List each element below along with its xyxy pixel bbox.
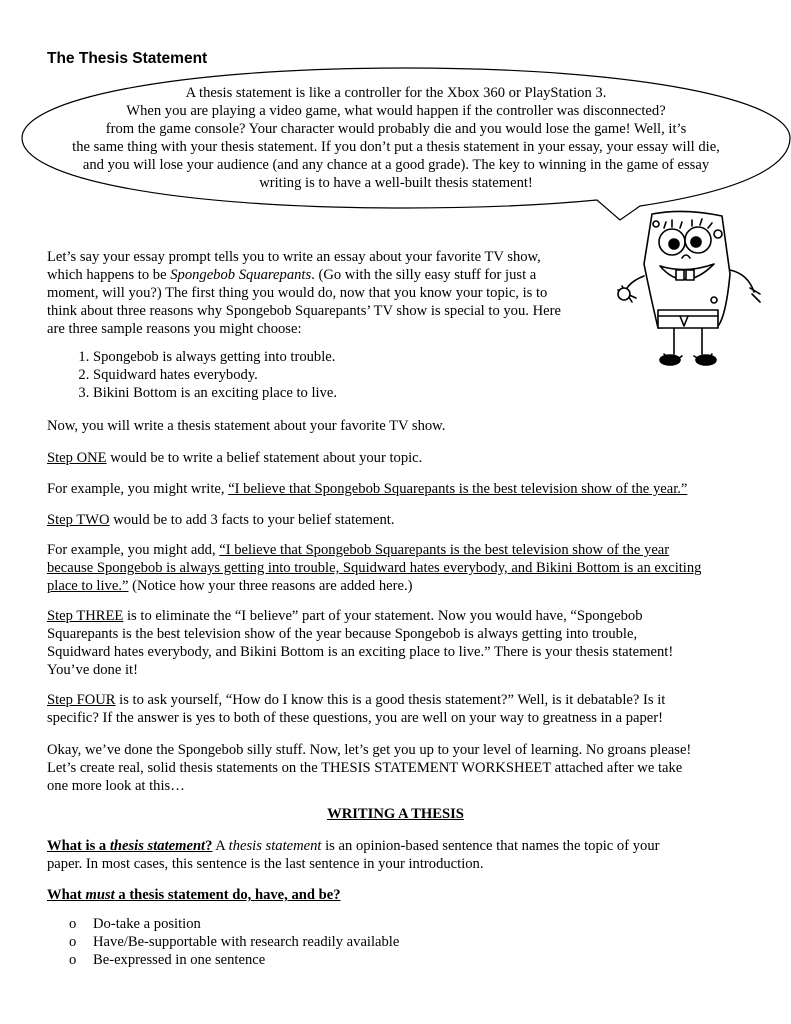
what-is-question-text: What is a: [47, 838, 110, 854]
step-three-line: You’ve done it!: [47, 662, 138, 678]
reason-item: 3. Bikini Bottom is an exciting place to live.: [93, 384, 337, 402]
okay-line: Let’s create real, solid thesis statements on the THESIS STATEMENT WORKSHEET attached after we take: [47, 760, 683, 776]
page-title: The Thesis Statement: [47, 50, 208, 67]
intro-line: think about three reasons why Spongebob Squarepants’ TV show is special to you. Here: [47, 303, 561, 319]
example-two-quote: “I believe that Spongebob Squarepants is the best television show of the year: [219, 542, 670, 558]
step-four-line: specific? If the answer is yes to both of these questions, you are well on your way to greatness in a paper!: [47, 710, 663, 726]
what-must-question: [47, 887, 341, 903]
show-title: Spongebob Squarepants: [170, 267, 312, 283]
intro-line: are three sample reasons you might choose:: [47, 321, 302, 337]
step-four-line: [47, 691, 757, 709]
step-three-line: [47, 607, 757, 625]
step-three-line: Squarepants is the best television show of the year because Spongebob is always getting into trouble,: [47, 626, 638, 642]
must-item-text: Be-expressed in one sentence: [93, 952, 266, 968]
bubble-line: from the game console? Your character would probably die and you would lose the game! Well, it’s: [105, 121, 687, 137]
step-three-line: Squidward hates everybody, and Bikini Bottom is an exciting place to live.” There is your thesis statement!: [47, 644, 674, 660]
must-list: [47, 915, 399, 969]
bubble-line: When you are playing a video game, what would happen if the controller was disconnected?: [126, 103, 666, 119]
bubble-line: the same thing with your thesis statement. If you don’t put a thesis statement in your essay, your essay will die,: [72, 139, 720, 155]
must-item: [47, 933, 399, 951]
intro-line: Let’s say your essay prompt tells you to write an essay about your favorite TV show,: [47, 249, 541, 265]
spongebob-illustration: [614, 204, 774, 374]
must-item: [47, 951, 399, 969]
okay-line: Okay, we’ve done the Spongebob silly stuff. Now, let’s get you up to your level of learning. No groans please!: [47, 742, 692, 758]
step-four-text: is to ask yourself, “How do I know this is a good thesis statement?” Well, is it debatable? Is it: [115, 692, 666, 708]
what-is-text: is an opinion-based sentence that names the topic of your: [321, 838, 660, 854]
step-two-label: Step TWO: [47, 512, 110, 528]
intro-text: . (Go with the silly easy stuff for just a: [311, 267, 537, 283]
now-paragraph: Now, you will write a thesis statement about your favorite TV show.: [47, 418, 446, 434]
step-four-paragraph: [47, 691, 757, 727]
bullet-icon: o: [69, 916, 77, 932]
what-is-question-mark: ?: [205, 838, 213, 854]
bubble-line: writing is to have a well-built thesis statement!: [259, 175, 533, 191]
example-two-paragraph: [47, 541, 757, 595]
section-heading: WRITING A THESIS: [327, 806, 464, 822]
example-one-intro: For example, you might write,: [47, 481, 229, 497]
okay-line: one more look at this…: [47, 778, 185, 794]
step-two-paragraph: [47, 511, 757, 529]
example-two-intro: For example, you might add,: [47, 542, 220, 558]
what-is-line: paper. In most cases, this sentence is the last sentence in your introduction.: [47, 856, 484, 872]
step-one-text: would be to write a belief statement about your topic.: [106, 450, 423, 466]
what-must-heading: [47, 886, 757, 904]
step-one-paragraph: [47, 449, 757, 467]
bullet-icon: o: [69, 952, 77, 968]
step-four-label: Step FOUR: [47, 692, 116, 708]
reason-item: 2. Squidward hates everybody.: [93, 366, 337, 384]
example-two-note: (Notice how your three reasons are added here.): [128, 578, 413, 594]
example-two-quote: place to live.”: [47, 578, 129, 594]
what-must-term: must: [85, 887, 115, 903]
must-item-text: Have/Be-supportable with research readily available: [93, 934, 400, 950]
must-item-text: Do-take a position: [93, 916, 201, 932]
reason-item: 1. Spongebob is always getting into trouble.: [93, 348, 337, 366]
example-two-quote: because Spongebob is always getting into trouble, Squidward hates everybody, and Bikini Bottom is an exciting: [47, 560, 702, 576]
intro-text: which happens to be: [47, 267, 171, 283]
what-is-paragraph: [47, 837, 757, 873]
bubble-line: A thesis statement is like a controller for the Xbox 360 or PlayStation 3.: [185, 85, 607, 101]
bubble-text: [40, 84, 752, 192]
intro-line: [47, 266, 607, 284]
reasons-list: [47, 348, 337, 402]
what-is-question-term: thesis statement: [109, 838, 206, 854]
example-two-line: [47, 541, 757, 559]
what-is-question: [47, 838, 212, 854]
intro-paragraph: [47, 248, 607, 338]
what-is-term: thesis statement: [228, 838, 322, 854]
example-two-line: [47, 577, 757, 595]
step-one-label: Step ONE: [47, 450, 107, 466]
what-must-text: What: [47, 887, 86, 903]
what-is-line: [47, 837, 757, 855]
bubble-line: and you will lose your audience (and any chance at a good grade). The key to winning in the game of essay: [82, 157, 710, 173]
what-must-text: a thesis statement do, have, and be?: [114, 887, 341, 903]
step-three-text: is to eliminate the “I believe” part of your statement. Now you would have, “Spongebob: [123, 608, 643, 624]
step-three-paragraph: [47, 607, 757, 679]
intro-line: moment, will you?) The first thing you would do, now that you know your topic, is to: [47, 285, 548, 301]
okay-paragraph: [47, 741, 757, 795]
step-three-label: Step THREE: [47, 608, 124, 624]
bullet-icon: o: [69, 934, 77, 950]
example-one-paragraph: [47, 480, 757, 498]
step-two-text: would be to add 3 facts to your belief statement.: [109, 512, 395, 528]
example-one-quote: “I believe that Spongebob Squarepants is the best television show of the year.”: [228, 481, 688, 497]
must-item: [47, 915, 399, 933]
what-is-text: A: [212, 838, 229, 854]
